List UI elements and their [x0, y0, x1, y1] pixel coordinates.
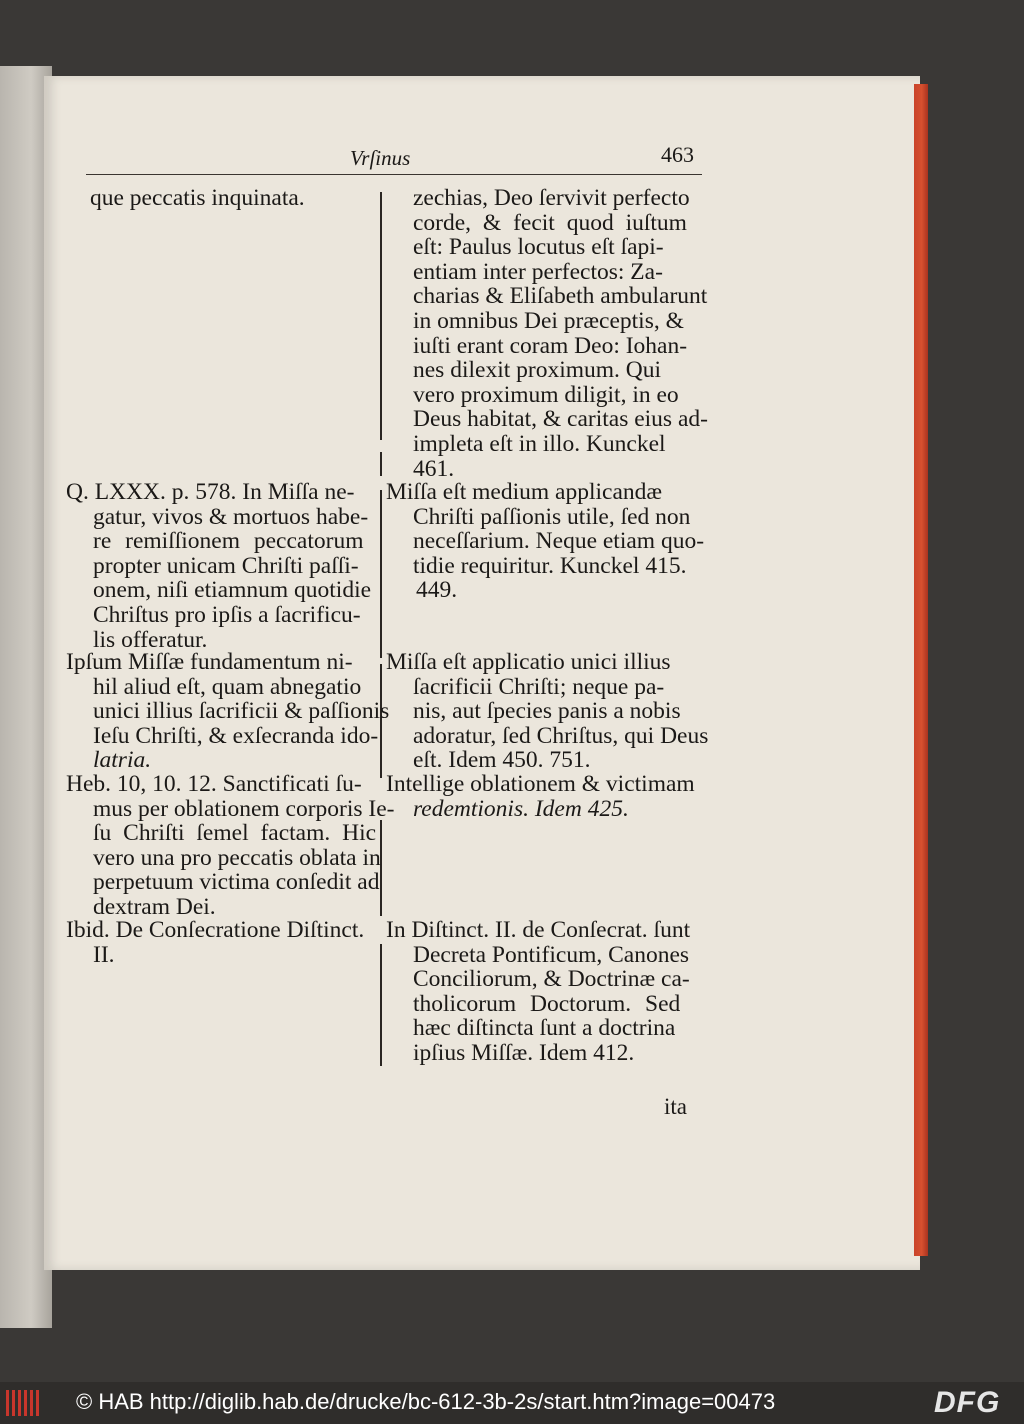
column-divider [380, 192, 382, 440]
text-line: nes dilexit proximum. Qui [413, 357, 662, 384]
text-line: tidie requiritur. Kunckel 415. [413, 552, 687, 579]
text-line: Ipſum Miſſæ fundamentum ni- [66, 649, 353, 675]
catchword: ita [664, 1094, 687, 1119]
text-line: corde, & fecit quod iuſtum [413, 209, 687, 236]
text-line: vero una pro peccatis oblata in [93, 844, 381, 871]
text-line: Conciliorum, & Doctrinæ ca- [413, 966, 690, 993]
text-line: hæc diſtincta ſunt a doctrina [413, 1015, 676, 1042]
text-line: zechias, Deo ſervivit perfecto [413, 185, 690, 211]
text-line: Deus habitat, & caritas eius ad- [413, 406, 708, 433]
dfg-logo: DFG [934, 1386, 1001, 1419]
text-line: gatur, vivos & mortuos habe- [93, 503, 369, 530]
text-line: re remiſſionem peccatorum [93, 528, 364, 555]
text-line: ſacrificii Chriſti; neque pa- [413, 673, 665, 700]
column-divider [380, 452, 382, 476]
text-line: 461. [413, 455, 455, 482]
header-rule [86, 174, 702, 175]
right-text-block [386, 918, 690, 1066]
text-line: Heb. 10, 10. 12. Sanctificati ſu- [66, 771, 362, 797]
left-text-block [66, 772, 395, 920]
text-line: neceſſarium. Neque etiam quo- [413, 528, 705, 555]
column-divider [380, 490, 382, 658]
text-line: hil aliud eſt, quam abnegatio [93, 673, 362, 700]
text-line: perpetuum victima conſedit ad [93, 869, 380, 896]
text-line: entiam inter perfectos: Za- [413, 258, 663, 285]
red-page-edge [914, 84, 928, 1256]
text-line: Miſſa eſt medium applicandæ [386, 479, 663, 505]
text-line: Decreta Pontificum, Canones [413, 941, 690, 968]
text-line: Chriſti paſſionis utile, ſed non [413, 503, 691, 530]
running-head: Vrſinus [350, 146, 411, 170]
text-line: Ibid. De Conſecratione Diſtinct. [66, 917, 365, 943]
text-line: In Diſtinct. II. de Conſecrat. ſunt [386, 917, 691, 943]
right-text-block [386, 186, 708, 481]
text-line: in omnibus Dei præceptis, & [413, 307, 684, 334]
text-line: 449. [416, 577, 458, 604]
text-line: Chriſtus pro ipſis a ſacrificu- [93, 601, 361, 628]
text-line: mus per oblationem corporis Ie- [93, 795, 395, 822]
column-divider [380, 944, 382, 1066]
text-line: redemtionis. Idem 425. [413, 795, 629, 822]
left-text-block [66, 480, 371, 652]
text-line: Miſſa eſt applicatio unici illius [386, 649, 671, 675]
text-line: ipſius Miſſæ. Idem 412. [413, 1039, 635, 1066]
right-text-block [386, 772, 695, 821]
text-line: Ieſu Chriſti, & exſecranda ido- [93, 722, 379, 749]
text-line: propter unicam Chriſti paſſi- [93, 552, 359, 579]
text-line: onem, niſi etiamnum quotidie [93, 577, 372, 604]
text-line: dextram Dei. [93, 893, 216, 920]
text-line: lis offeratur. [93, 626, 208, 653]
text-line: adoratur, ſed Chriſtus, qui Deus [413, 722, 709, 749]
right-text-block [386, 650, 708, 773]
text-line: vero proximum diligit, in eo [413, 381, 679, 408]
left-text-block [66, 650, 389, 773]
text-line: tholicorum Doctorum. Sed [413, 990, 681, 1017]
text-line: charias & Eliſabeth ambularunt [413, 283, 708, 310]
right-text-block [386, 480, 704, 603]
copyright-link[interactable]: © HAB http://diglib.hab.de/drucke/bc-612-3b-2s/start.htm?image=00473 [76, 1389, 776, 1414]
text-line: latria. [93, 747, 152, 774]
left-text-block: que peccatis inquinata. [90, 185, 305, 211]
text-line: nis, aut ſpecies panis a nobis [413, 698, 681, 725]
text-line: impleta eſt in illo. Kunckel [413, 430, 666, 457]
text-line: iuſti erant coram Deo: Iohan- [413, 332, 688, 359]
barcode-icon [6, 1390, 42, 1416]
text-line: eſt. Idem 450. 751. [413, 747, 591, 774]
text-line: Q. LXXX. p. 578. In Miſſa ne- [66, 479, 355, 505]
text-line: II. [93, 941, 115, 968]
text-line: eſt: Paulus locutus eſt ſapi- [413, 234, 664, 261]
text-line: ſu Chriſti ſemel factam. Hic [93, 820, 377, 847]
text-line: Intellige oblationem & victimam [386, 771, 695, 797]
text-line: unici illius ſacrificii & paſſionis [93, 698, 390, 725]
page-number: 463 [661, 142, 694, 167]
left-text-block [66, 918, 364, 967]
